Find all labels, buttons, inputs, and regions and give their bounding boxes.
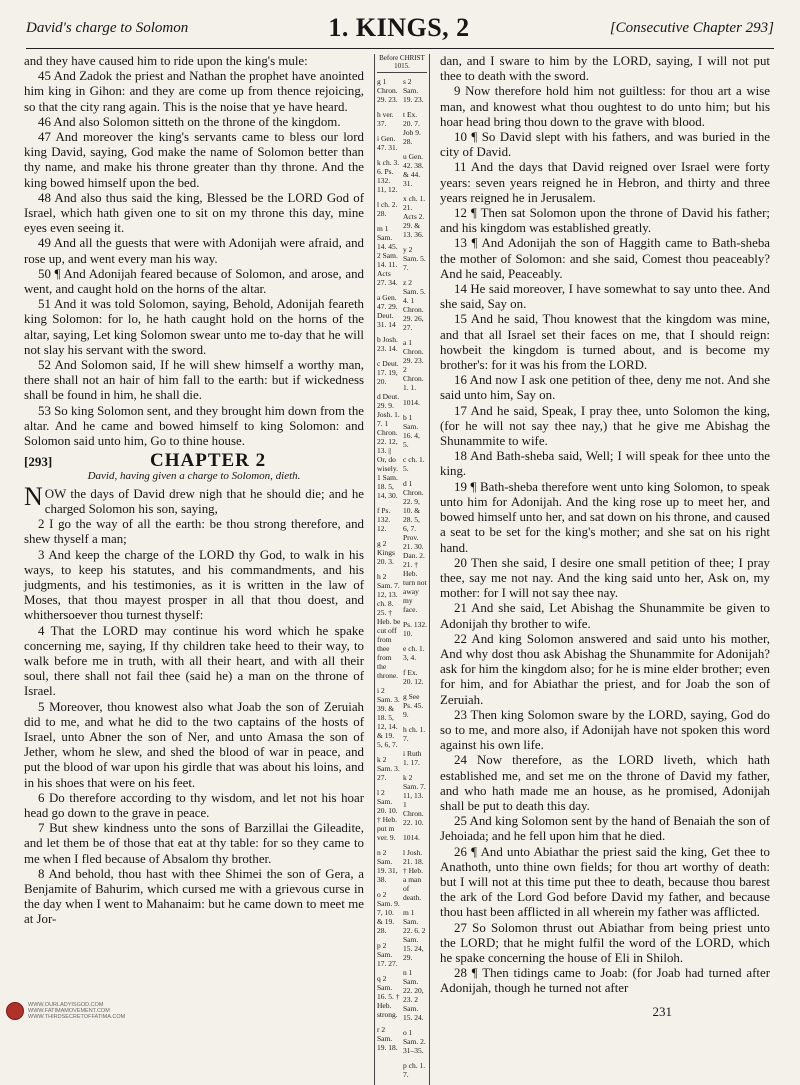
verse: 8 And behold, thou hast with thee Shimei the son of Gera, a Benjamite of Bahurim, which cursed me with a grievous curse in the day when I went to Mahanaim: but he came down to meet me at Jor- bbox=[24, 866, 364, 927]
verse: dan, and I sware to him by the LORD, saying, I will not put thee to death with the sword. bbox=[440, 54, 770, 84]
verse: 28 ¶ Then tidings came to Joab: (for Joab had turned after Adonijah, though he turned not after bbox=[440, 966, 770, 996]
verse: 11 And the days that David reigned over Israel were forty years: seven years reigned he in Hebron, and thirty and three years reigned he in Jerusalem. bbox=[440, 160, 770, 205]
chapter-number: [293] bbox=[24, 454, 53, 470]
cross-reference: a 1 Chron. 29. 23. 2 Chron. 1. 1. bbox=[403, 338, 424, 392]
verse: 21 And she said, Let Abishag the Shunammite be given to Adonijah thy brother to wife. bbox=[440, 601, 770, 631]
era-note: Before CHRIST 1015. bbox=[377, 54, 427, 73]
verse-text: OW the days of David drew nigh that he should die; and he charged Solomon his son, saying, bbox=[44, 486, 364, 516]
verse: 47 And moreover the king's servants came to bless our lord king David, saying, God make the name of Solomon better than thy name, and make his throne greater than thy throne. And the king bowed himself upon the bed. bbox=[24, 130, 364, 190]
verse: 13 ¶ And Adonijah the son of Haggith came to Bath-sheba the mother of Solomon: and she said, Comest thou peaceably? And he said, Peaceably. bbox=[440, 236, 770, 281]
watermark-lines bbox=[28, 1002, 125, 1020]
verse bbox=[24, 481, 364, 517]
drop-cap: N bbox=[24, 481, 43, 511]
cross-reference: h ch. 1. 7. bbox=[403, 725, 426, 743]
verse: 15 And he said, Thou knowest that the kingdom was mine, and that all Israel set their faces on me, that I should reign: howbeit the kingdom is turned about, and is become my brother's: for it was his from the LORD. bbox=[440, 312, 770, 373]
cross-reference: Ps. 132. 10. bbox=[403, 620, 427, 638]
cross-reference: s 2 Sam. 19. 23. bbox=[403, 77, 424, 104]
cross-reference: i Ruth 1. 17. bbox=[403, 749, 422, 767]
verse: 24 Now therefore, as the LORD liveth, which hath established me, and set me on the throne of David my father, and who hath made me an house, as he promised, Adonijah shall be put to death this day. bbox=[440, 753, 770, 813]
cross-reference: m 1 Sam. 14. 45. 2 Sam. 14. 11. Acts 27. 34. bbox=[377, 224, 398, 287]
cross-reference: m 1 Sam. 22. 6. 2 Sam. 15. 24, 29. bbox=[403, 908, 426, 962]
watermark-url: WWW.OURLADYISGOD.COM bbox=[28, 1002, 104, 1008]
cross-reference: i 2 Sam. 3. 39. & 18. 5, 12, 14. & 19. 5, 6, 7. bbox=[377, 686, 400, 749]
running-head-left: David's charge to Solomon bbox=[26, 19, 189, 36]
verse: 51 And it was told Solomon, saying, Behold, Adonijah feareth king Solomon: for lo, he hath caught hold on the horns of the altar, saying, Let king Solomon swear unto me to-day that he will not slay his servant with the sword. bbox=[24, 297, 364, 357]
cross-reference: t Ex. 20. 7. Job 9. 28. bbox=[403, 110, 421, 146]
verse: 27 So Solomon thrust out Abiathar from being priest unto the LORD; that he might fulfil the word of the LORD, which he spake concerning the house of Eli in Shiloh. bbox=[440, 920, 770, 965]
chapter-title: CHAPTER 2 bbox=[150, 450, 267, 472]
watermark bbox=[6, 1002, 125, 1020]
verse: 48 And also thus said the king, Blessed be the LORD God of Israel, which hath given one to sit on my throne this day, mine eyes even seeing it. bbox=[24, 190, 364, 236]
cross-reference: l 2 Sam. 20. 10. † Heb. put m ver. 9. bbox=[377, 788, 398, 842]
verse: 5 Moreover, thou knowest also what Joab the son of Zeruiah did to me, and what he did to the two captains of the hosts of Israel, unto Abner the son of Ner, and unto Amasa the son of Jether, whom he slew, and shed the blood of war in peace, and put the blood of war upon his girdle that was about his loins, and in his shoes that were on his feet. bbox=[24, 699, 364, 790]
cross-reference: o 1 Sam. 2. 31–35. bbox=[403, 1028, 426, 1055]
cross-reference: n 2 Sam. 19. 31, 38. bbox=[377, 848, 398, 884]
verse: 9 Now therefore hold him not guiltless: for thou art a wise man, and knowest what thou oughtest to do unto him; but his hoar head bring thou down to the grave with blood. bbox=[440, 84, 770, 129]
chapter-heading bbox=[24, 450, 364, 472]
cross-reference: y 2 Sam. 5. 7. bbox=[403, 245, 426, 272]
verse: 18 And Bath-sheba said, Well; I will speak for thee unto the king. bbox=[440, 449, 770, 479]
cross-reference: g 1 Chron. 29. 23. bbox=[377, 77, 398, 104]
right-column bbox=[440, 54, 770, 1085]
verse: 53 So king Solomon sent, and they brought him down from the altar. And he came and bowed himself to king Solomon: and Solomon said unto him, Go to thine house. bbox=[24, 403, 364, 449]
cross-reference: q 2 Sam. 16. 5. † Heb. strong. bbox=[377, 974, 400, 1019]
cross-reference: r 2 Sam. 19. 18. bbox=[377, 1025, 398, 1052]
page-number: 231 bbox=[652, 1004, 672, 1019]
cross-reference: g See Ps. 45. 9. bbox=[403, 692, 424, 719]
running-head-title: 1. KINGS, 2 bbox=[328, 13, 470, 42]
page-header bbox=[26, 8, 774, 49]
cross-reference: g 2 Kings 20. 3. bbox=[377, 539, 395, 566]
cross-reference: k 2 Sam. 7. 11, 13. 1 Chron. 22. 10. bbox=[403, 773, 426, 827]
cross-reference: f Ps. 132. 12. bbox=[377, 506, 391, 533]
cross-reference: h 2 Sam. 7. 12, 13. ch. 8. 25. † Heb. be cut off from thee from the throne. bbox=[377, 572, 401, 680]
cross-reference: k ch. 3. 6. Ps. 132. 11, 12. bbox=[377, 158, 400, 194]
verse: 6 Do therefore according to thy wisdom, and let not his hoar head go down to the grave in peace. bbox=[24, 790, 364, 820]
verse: 22 And king Solomon answered and said unto his mother, And why dost thou ask Abishag the Shunammite for Adonijah? ask for him the kingdom also; for he is mine elder brother; even for him, and for Abiathar the priest, and for Joab the son of Zeruiah. bbox=[440, 631, 770, 707]
cross-reference: b 1 Sam. 16. 4, 5. bbox=[403, 413, 420, 449]
verse: and they have caused him to ride upon the king's mule: bbox=[24, 54, 308, 68]
verse: 17 And he said, Speak, I pray thee, unto Solomon the king, (for he will not say thee nay,) that he give me Abishag the Shunammite to wife. bbox=[440, 403, 770, 449]
cross-reference: 1014. bbox=[403, 398, 420, 407]
cross-reference: c ch. 1. 5. bbox=[403, 455, 425, 473]
cross-reference: d Deut. 29. 9. Josh. 1. 7. 1 Chron. 22. 12, 13. || Or, do wisely. 1 Sam. 18. 5, 14, 30. bbox=[377, 392, 400, 500]
cross-reference: b Josh. 23. 14. bbox=[377, 335, 398, 353]
verse: 7 But shew kindness unto the sons of Barzillai the Gileadite, and let them be of those that eat at thy table: for so they came to me when I fled because of Absalom thy brother. bbox=[24, 821, 364, 866]
cross-reference: 1014. bbox=[403, 833, 420, 842]
seal-icon bbox=[6, 1002, 24, 1020]
watermark-url: WWW.THIRDSECRETOFFATIMA.COM bbox=[28, 1014, 126, 1020]
verse: 12 ¶ Then sat Solomon upon the throne of David his father; and his kingdom was established greatly. bbox=[440, 206, 770, 236]
verse: 20 Then she said, I desire one small petition of thee; I pray thee, say me not nay. And the king said unto her, Ask on, my mother: for I will not say thee nay. bbox=[440, 555, 770, 601]
verse: 2 I go the way of all the earth: be thou strong therefore, and shew thyself a man; bbox=[24, 517, 364, 547]
cross-reference: z 2 Sam. 5. 4. 1 Chron. 29. 26, 27. bbox=[403, 278, 426, 332]
running-head-right: [Consecutive Chapter 293] bbox=[609, 19, 774, 36]
verse: 3 And keep the charge of the LORD thy God, to walk in his ways, to keep his statutes, and his commandments, and his judgments, and his testimonies, as it is written in the law of Moses, that thou mayest prosper in all that thou doest, and whithersoever thou turnest thyself: bbox=[24, 547, 364, 623]
verse: 50 ¶ And Adonijah feared because of Solomon, and arose, and went, and caught hold on the horns of the altar. bbox=[24, 266, 364, 297]
cross-reference: k 2 Sam. 3. 27. bbox=[377, 755, 400, 782]
cross-reference: o 2 Sam. 9. 7, 10. & 19. 28. bbox=[377, 890, 400, 935]
cross-refs-left bbox=[377, 77, 401, 1085]
cross-reference: p 2 Sam. 17. 27. bbox=[377, 941, 398, 968]
verse: 52 And Solomon said, If he will shew himself a worthy man, there shall not an hair of him fall to the earth: but if wickedness shall be found in him, he shall die. bbox=[24, 358, 364, 403]
cross-reference: p ch. 1. 7. bbox=[403, 1061, 426, 1079]
cross-reference: a Gen. 47. 29. Deut. 31. 14 bbox=[377, 293, 398, 329]
cross-reference: x ch. 1. 21. Acts 2. 29. & 13. 36. bbox=[403, 194, 426, 239]
cross-reference: e ch. 1. 3, 4. bbox=[403, 644, 425, 662]
verse: 25 And king Solomon sent by the hand of Benaiah the son of Jehoiada; and he fell upon him that he died. bbox=[440, 814, 770, 844]
verse: 14 He said moreover, I have somewhat to say unto thee. And she said, Say on. bbox=[440, 282, 770, 312]
verse: 49 And all the guests that were with Adonijah were afraid, and rose up, and went every man his way. bbox=[24, 236, 364, 266]
verse: 26 ¶ And unto Abiathar the priest said the king, Get thee to Anathoth, unto thine own fields; for thou art worthy of death: but I will not at this time put thee to death, because thou barest the ark of the Lord God before David my father, and because thou hast been afflicted in all wherein my father was afflicted. bbox=[440, 844, 770, 920]
cross-reference: h ver. 37. bbox=[377, 110, 394, 128]
cross-reference: n 1 Sam. 22. 20, 23. 2 Sam. 15. 24. bbox=[403, 968, 424, 1022]
cross-reference: l Josh. 21. 18. † Heb. a man of death. bbox=[403, 848, 424, 902]
left-column bbox=[24, 54, 364, 1085]
verse: 46 And also Solomon sitteth on the throne of the kingdom. bbox=[38, 114, 341, 129]
verse: 10 ¶ So David slept with his fathers, and was buried in the city of David. bbox=[440, 130, 770, 160]
cross-reference: i Gen. 47. 31. bbox=[377, 134, 398, 152]
chapter-summary: David, having given a charge to Solomon, dieth. bbox=[87, 470, 301, 483]
verse: 19 ¶ Bath-sheba therefore went unto king Solomon, to speak unto him for Adonijah. And the king rose up to meet her, and bowed himself unto her, and sat down on his throne, and caused a seat to be set for the king's mother; and she sat on his right hand. bbox=[440, 479, 770, 555]
verse: 23 Then king Solomon sware by the LORD, saying, God do so to me, and more also, if Adonijah have not spoken this word against his own life. bbox=[440, 707, 770, 753]
cross-reference: l ch. 2. 28. bbox=[377, 200, 398, 218]
cross-reference-column bbox=[374, 54, 430, 1085]
verse: 45 And Zadok the priest and Nathan the prophet have anointed him king in Gihon: and they are come up from thence rejoicing, so that the city rang again. This is the noise that ye have heard. bbox=[24, 69, 364, 114]
watermark-url: WWW.FATIMAMOVEMENT.COM bbox=[28, 1008, 110, 1014]
cross-reference: f Ex. 20. 12. bbox=[403, 668, 424, 686]
cross-reference: d 1 Chron. 22. 9, 10. & 28. 5, 6, 7. Prov. 21. 30. Dan. 2. 21. † Heb. turn not away my face. bbox=[403, 479, 427, 614]
verse: 16 And now I ask one petition of thee, deny me not. And she said unto him, Say on. bbox=[440, 373, 770, 403]
cross-reference: c Deut. 17. 19, 20. bbox=[377, 359, 399, 386]
cross-reference: u Gen. 42. 38. & 44. 31. bbox=[403, 152, 424, 188]
verse: 4 That the LORD may continue his word which he spake concerning me, saying, If thy children take heed to their way, to walk before me in truth, with all their heart, and with all their soul, there shall not fail thee (said he) a man on the throne of Israel. bbox=[24, 623, 364, 699]
cross-refs-right bbox=[403, 77, 427, 1085]
